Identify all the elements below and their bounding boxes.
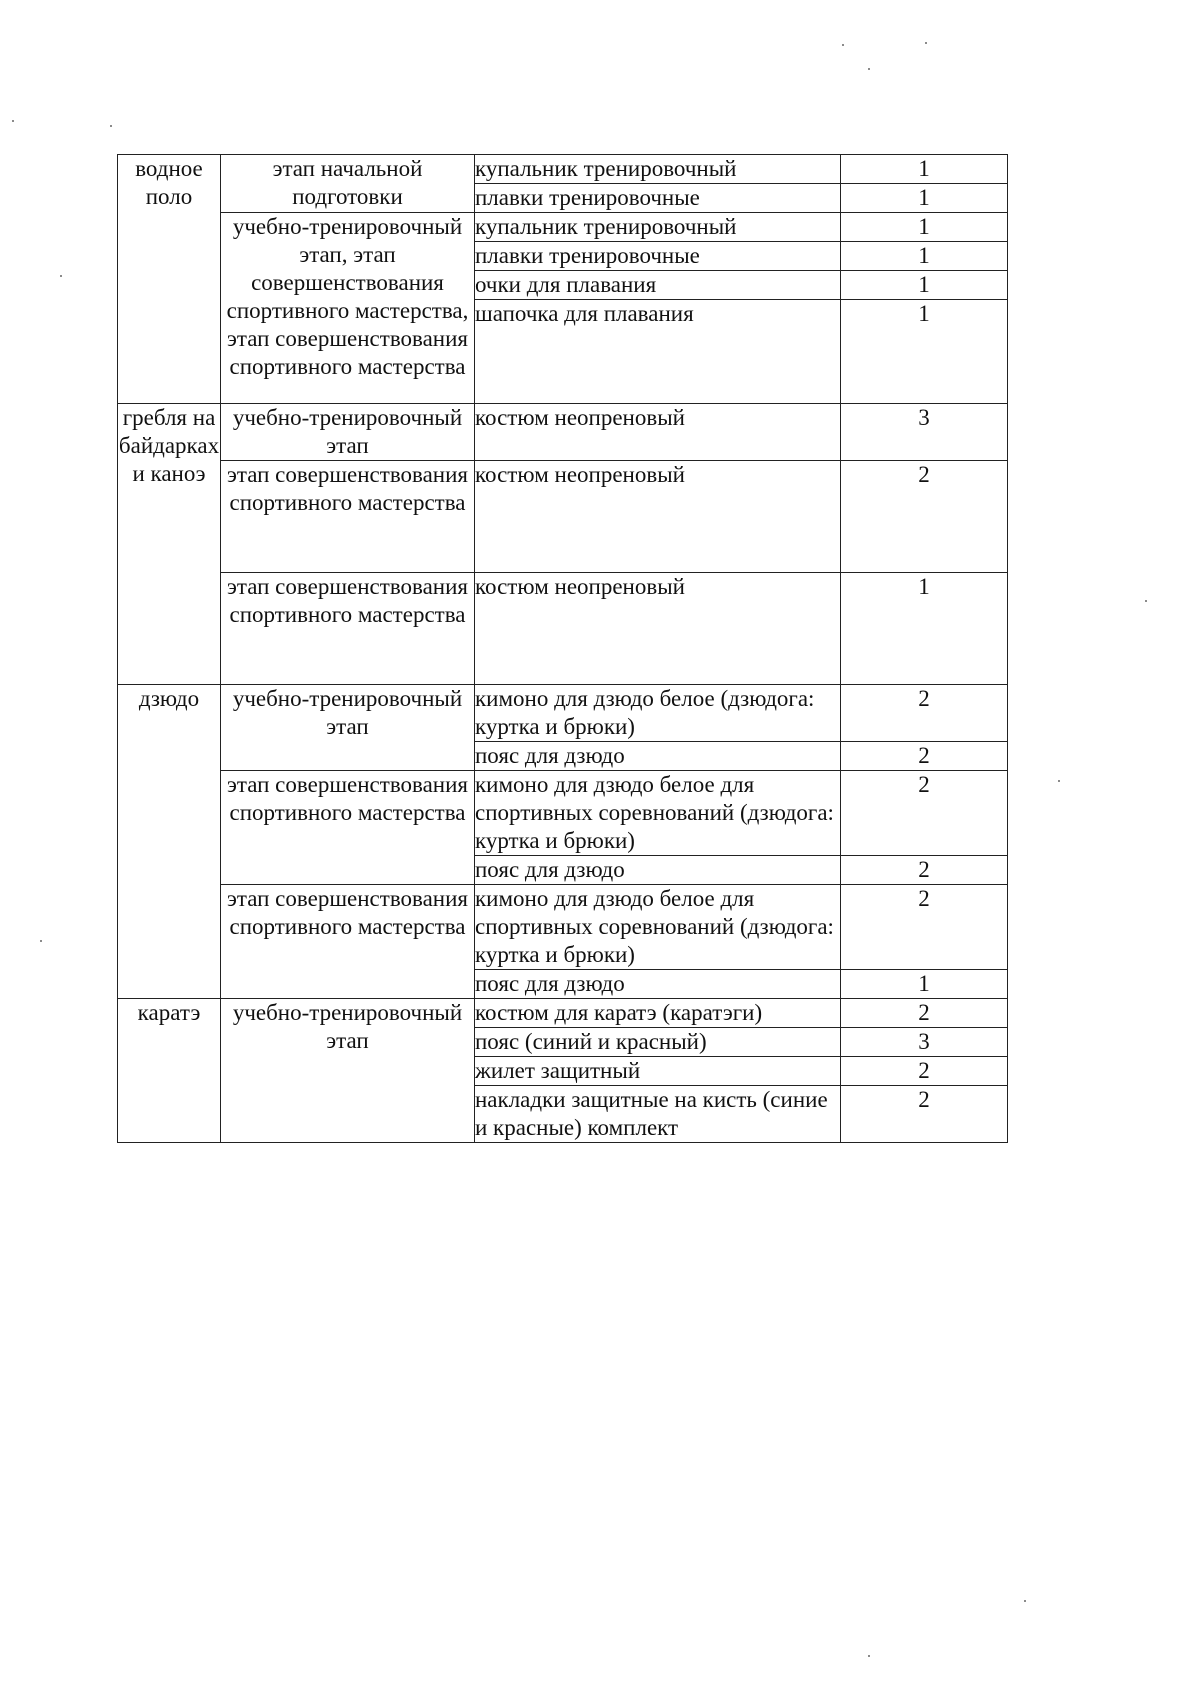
quantity-cell: 2 <box>841 771 1008 856</box>
table-row <box>118 213 1008 242</box>
equipment-name-cell: купальник тренировочный <box>475 155 841 184</box>
quantity-cell: 3 <box>841 404 1008 461</box>
sport-name-cell: водное поло <box>118 155 221 404</box>
table-row <box>118 885 1008 970</box>
equipment-name-cell: кимоно для дзюдо белое для спортивных соревнований (дзюдога: куртка и брюки) <box>475 885 841 970</box>
quantity-cell: 1 <box>841 184 1008 213</box>
equipment-name-cell: плавки тренировочные <box>475 184 841 213</box>
training-stage-cell: этап начальной подготовки <box>221 155 475 213</box>
table-row <box>118 461 1008 573</box>
quantity-cell: 1 <box>841 213 1008 242</box>
training-stage-cell: этап совершенствования спортивного мастерства <box>221 885 475 999</box>
equipment-name-cell: пояс (синий и красный) <box>475 1028 841 1057</box>
equipment-name-cell: очки для плавания <box>475 271 841 300</box>
quantity-cell: 2 <box>841 1057 1008 1086</box>
quantity-cell: 2 <box>841 461 1008 573</box>
quantity-cell: 3 <box>841 1028 1008 1057</box>
equipment-name-cell: костюм неопреновый <box>475 404 841 461</box>
scan-speck <box>60 275 62 277</box>
equipment-name-cell: шапочка для плавания <box>475 300 841 404</box>
quantity-cell: 1 <box>841 155 1008 184</box>
scan-speck <box>1145 600 1147 602</box>
sport-name-cell: дзюдо <box>118 685 221 999</box>
scan-speck <box>110 125 112 127</box>
training-stage-cell: этап совершенствования спортивного мастерства <box>221 771 475 885</box>
equipment-table <box>117 154 1008 1143</box>
training-stage-cell: учебно-тренировочный этап <box>221 685 475 771</box>
table-row <box>118 404 1008 461</box>
training-stage-cell: этап совершенствования спортивного мастерства <box>221 573 475 685</box>
quantity-cell: 2 <box>841 885 1008 970</box>
equipment-name-cell: костюм неопреновый <box>475 573 841 685</box>
scan-speck <box>40 940 42 942</box>
scan-speck <box>925 42 927 44</box>
equipment-name-cell: накладки защитные на кисть (синие и красные) комплект <box>475 1086 841 1143</box>
quantity-cell: 1 <box>841 242 1008 271</box>
equipment-name-cell: пояс для дзюдо <box>475 742 841 771</box>
quantity-cell: 2 <box>841 685 1008 742</box>
table-row <box>118 685 1008 742</box>
scan-speck <box>842 44 844 46</box>
table-row <box>118 999 1008 1028</box>
quantity-cell: 2 <box>841 742 1008 771</box>
table-row <box>118 771 1008 856</box>
quantity-cell: 1 <box>841 573 1008 685</box>
equipment-name-cell: плавки тренировочные <box>475 242 841 271</box>
equipment-name-cell: пояс для дзюдо <box>475 856 841 885</box>
equipment-name-cell: костюм неопреновый <box>475 461 841 573</box>
equipment-name-cell: купальник тренировочный <box>475 213 841 242</box>
sport-name-cell: гребля на байдарках и каноэ <box>118 404 221 685</box>
quantity-cell: 1 <box>841 271 1008 300</box>
quantity-cell: 2 <box>841 999 1008 1028</box>
equipment-name-cell: пояс для дзюдо <box>475 970 841 999</box>
equipment-name-cell: кимоно для дзюдо белое для спортивных соревнований (дзюдога: куртка и брюки) <box>475 771 841 856</box>
training-stage-cell: этап совершенствования спортивного мастерства <box>221 461 475 573</box>
equipment-name-cell: жилет защитный <box>475 1057 841 1086</box>
scan-speck <box>1024 1600 1026 1602</box>
quantity-cell: 1 <box>841 300 1008 404</box>
table-row <box>118 155 1008 184</box>
sport-name-cell: каратэ <box>118 999 221 1143</box>
table-row <box>118 573 1008 685</box>
training-stage-cell: учебно-тренировочный этап <box>221 404 475 461</box>
equipment-name-cell: кимоно для дзюдо белое (дзюдога: куртка и брюки) <box>475 685 841 742</box>
scan-speck <box>1058 780 1060 782</box>
training-stage-cell: учебно-тренировочный этап, этап совершенствования спортивного мастерства, этап совершенствования спортивного мастерства <box>221 213 475 404</box>
quantity-cell: 2 <box>841 856 1008 885</box>
scan-speck <box>868 68 870 70</box>
equipment-name-cell: костюм для каратэ (каратэги) <box>475 999 841 1028</box>
quantity-cell: 1 <box>841 970 1008 999</box>
quantity-cell: 2 <box>841 1086 1008 1143</box>
scan-speck <box>12 120 14 122</box>
scan-speck <box>868 1655 870 1657</box>
training-stage-cell: учебно-тренировочный этап <box>221 999 475 1143</box>
